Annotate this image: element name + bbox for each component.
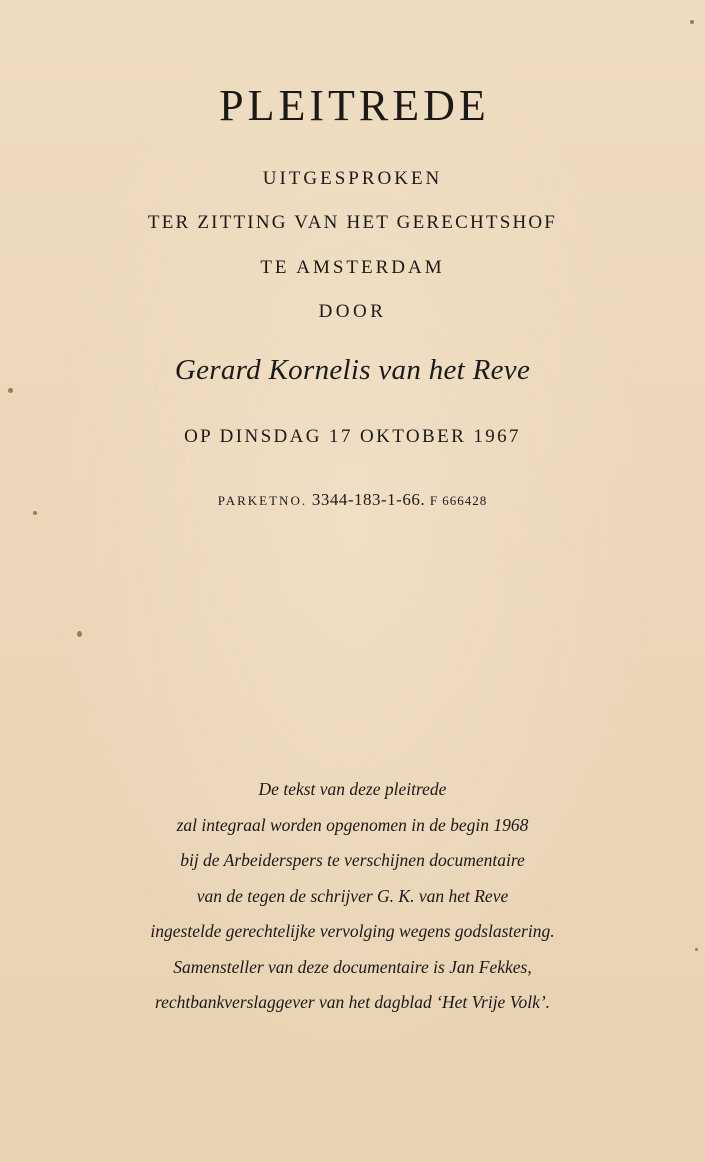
- paper-speck: [695, 948, 698, 951]
- paper-speck: [77, 631, 82, 637]
- documentary-note: [0, 772, 705, 1021]
- paper-speck: [8, 388, 13, 393]
- document-title: PLEITREDE: [219, 81, 490, 130]
- note-line: zal integraal worden opgenomen in de begin 1968: [176, 814, 529, 835]
- parket-number-line: [0, 490, 705, 510]
- date-line: OP DINSDAG 17 OKTOBER 1967: [184, 426, 521, 447]
- author-name: Gerard Kornelis van het Reve: [174, 354, 531, 386]
- paper-speck: [33, 511, 37, 515]
- subtitle-gerechtshof: TER ZITTING VAN HET GERECHTSHOF: [147, 212, 558, 233]
- parket-number: 3344-183-1-66.: [311, 490, 426, 509]
- subtitle-door: DOOR: [318, 301, 387, 322]
- note-line: van de tegen de schrijver G. K. van het Reve: [196, 885, 509, 906]
- note-line: De tekst van deze pleitrede: [258, 779, 447, 799]
- paper-speck: [690, 20, 694, 24]
- note-line: rechtbankverslaggever van het dagblad ‘Het Vrije Volk’.: [154, 992, 551, 1012]
- note-line: Samensteller van deze documentaire is Jan Fekkes,: [173, 956, 532, 977]
- parket-code: F 666428: [429, 493, 488, 508]
- subtitle-amsterdam: TE AMSTERDAM: [260, 257, 445, 278]
- subtitle-uitgesproken: UITGESPROKEN: [262, 168, 443, 189]
- note-line: ingestelde gerechtelijke vervolging wegens godslastering.: [150, 921, 555, 941]
- parket-label: PARKETNO.: [217, 493, 308, 508]
- note-line: bij de Arbeiderspers te verschijnen documentaire: [180, 850, 525, 870]
